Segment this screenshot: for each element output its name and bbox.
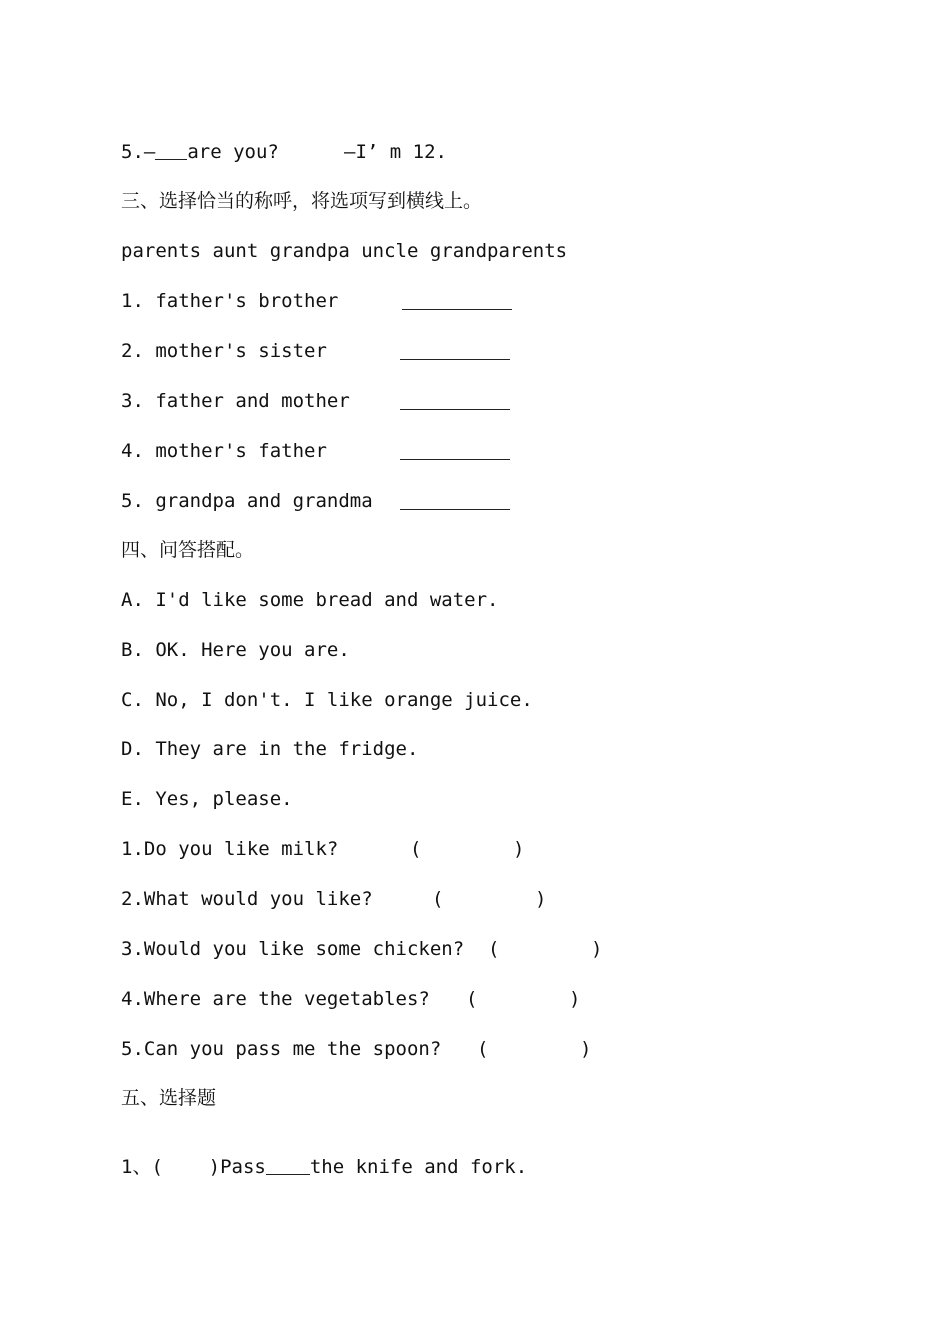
question-item: 4.Where are the vegetables?	[121, 988, 430, 1010]
question-suffix: are you?	[187, 141, 279, 163]
option-item: E. Yes, please.	[121, 788, 293, 810]
answer-blank[interactable]	[400, 359, 510, 360]
answer-parentheses[interactable]: ( )	[466, 988, 581, 1010]
answer-blank[interactable]	[400, 509, 510, 510]
option-item: B. OK. Here you are.	[121, 639, 350, 661]
question-item: 1.Do you like milk?	[121, 838, 339, 860]
question-suffix: the knife and fork.	[309, 1156, 528, 1178]
answer-parentheses[interactable]: ( )	[410, 838, 525, 860]
answer-parentheses[interactable]: ( )	[488, 938, 603, 960]
option-item: C. No, I don't. I like orange juice.	[121, 689, 533, 711]
question-line	[121, 140, 279, 164]
list-item: 2. mother's sister	[121, 340, 327, 362]
question-prefix: 1、( )Pass	[121, 1156, 266, 1178]
option-item: A. I'd like some bread and water.	[121, 589, 499, 611]
list-item: 3. father and mother	[121, 390, 350, 412]
answer-blank[interactable]	[402, 309, 512, 310]
answer-blank[interactable]	[155, 141, 187, 160]
answer-blank[interactable]	[400, 409, 510, 410]
question-item: 3.Would you like some chicken?	[121, 938, 465, 960]
section-heading: 三、选择恰当的称呼，将选项写到横线上。	[121, 190, 483, 212]
list-item: 4. mother's father	[121, 440, 327, 462]
question-item: 2.What would you like?	[121, 888, 373, 910]
section-heading: 五、选择题	[121, 1087, 217, 1109]
answer-blank[interactable]	[400, 459, 510, 460]
option-item: D. They are in the fridge.	[121, 738, 419, 760]
list-item: 5. grandpa and grandma	[121, 490, 373, 512]
answer-text: —I’ m 12.	[344, 141, 447, 163]
answer-parentheses[interactable]: ( )	[432, 888, 547, 910]
question-prefix: 5.—	[121, 141, 156, 163]
answer-parentheses[interactable]: ( )	[477, 1038, 592, 1060]
answer-blank[interactable]	[266, 1156, 310, 1175]
list-item: 1. father's brother	[121, 290, 339, 312]
section-heading: 四、问答搭配。	[121, 539, 255, 561]
word-bank: parents aunt grandpa uncle grandparents	[121, 240, 568, 262]
question-line	[121, 1155, 527, 1179]
question-item: 5.Can you pass me the spoon?	[121, 1038, 442, 1060]
